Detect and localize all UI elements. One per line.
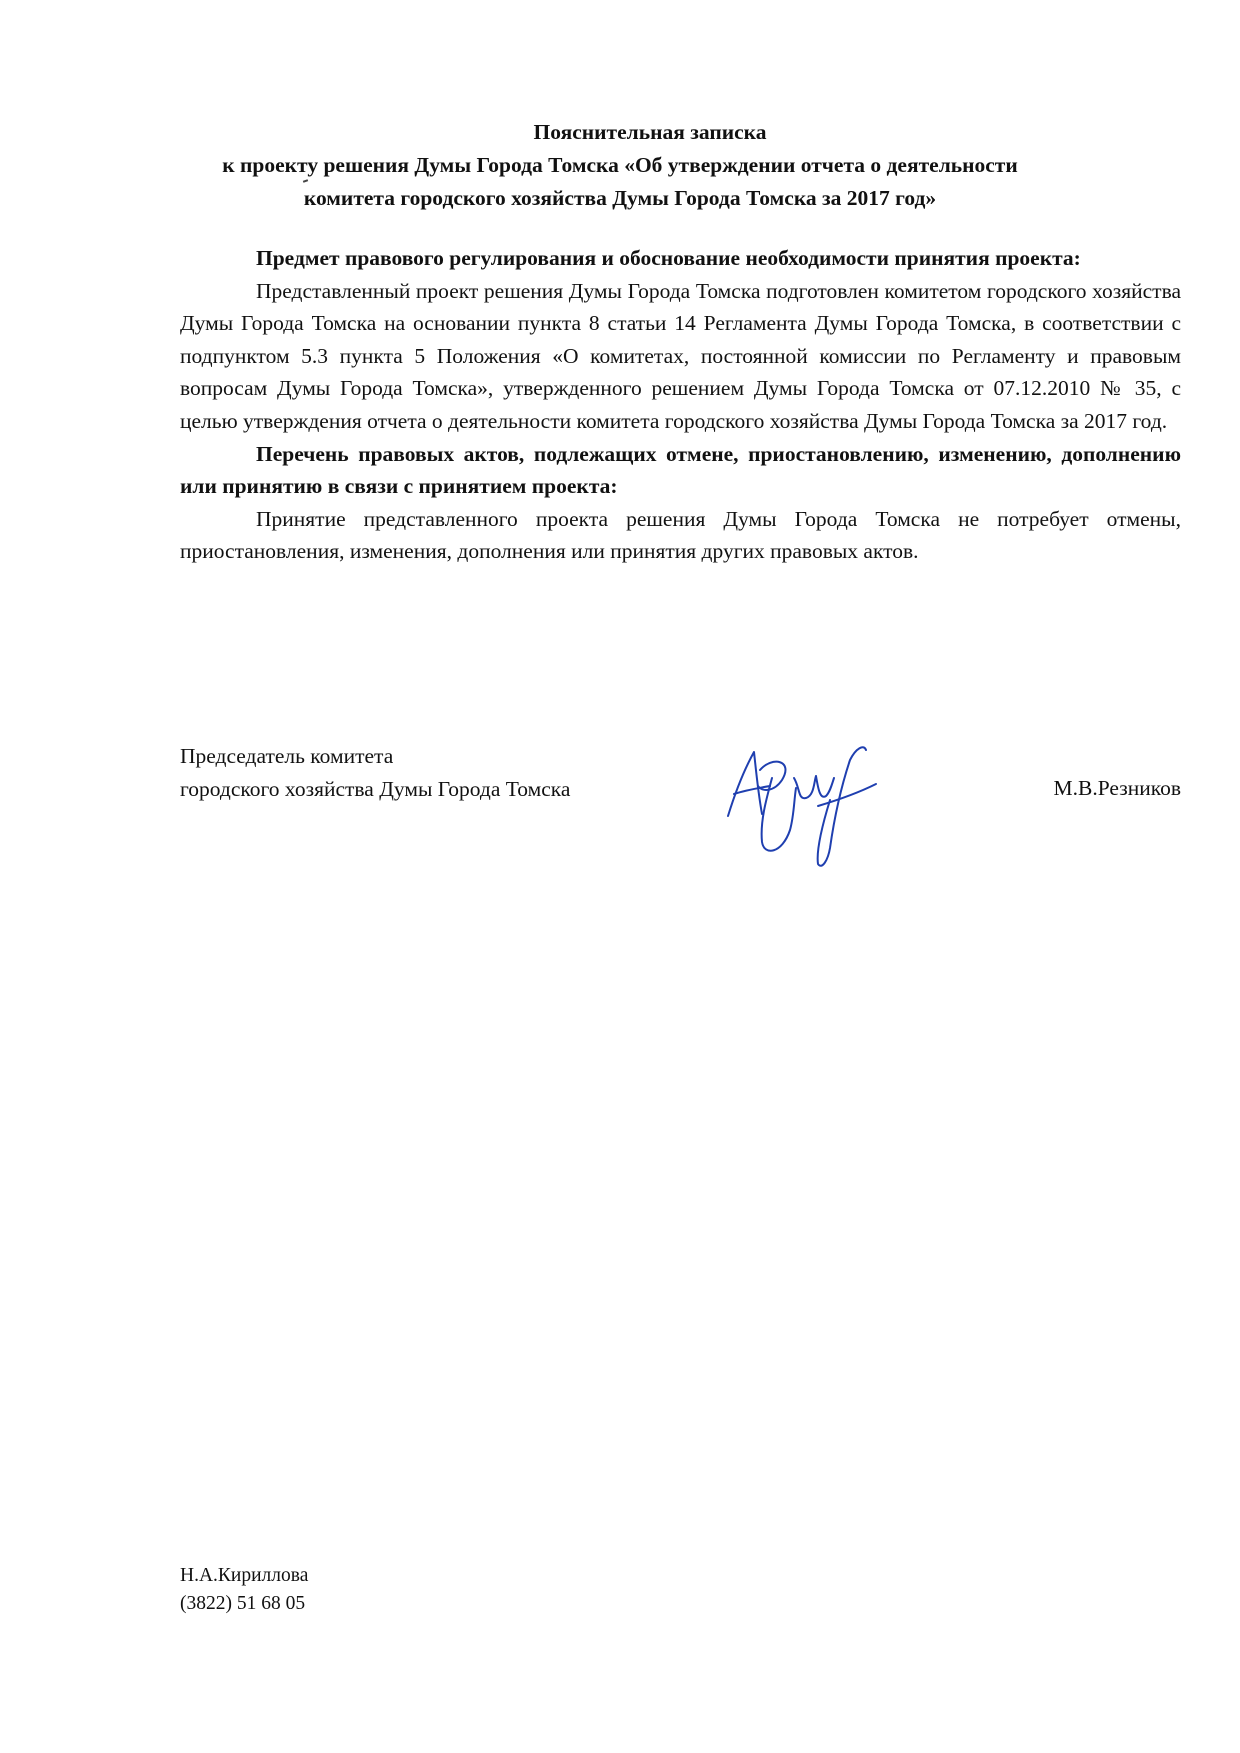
executor-info	[180, 1562, 308, 1618]
section-2-text: Принятие представленного проекта решения Думы Города Томска не потребует отмены, приостановления, изменения, дополнения или принятия других правовых актов.	[180, 506, 1181, 564]
document-body	[180, 242, 1181, 568]
signer-position-line-2: городского хозяйства Думы Города Томска	[180, 776, 571, 801]
handwritten-signature	[710, 730, 880, 870]
title-line-1: Пояснительная записка	[533, 120, 767, 144]
section-2-heading: Перечень правовых актов, подлежащих отмене, приостановлению, изменению, дополнению или принятию в связи с принятием проекта:	[180, 441, 1181, 499]
section-1-text: Представленный проект решения Думы Города Томска подготовлен комитетом городского хозяйства Думы Города Томска на основании пункта 8 статьи 14 Регламента Думы Города Томска, в соответствии с подпунктом 5.3 пункта 5 Положения «О комитетах, постоянной комиссии по Регламенту и правовым вопросам Думы Города Томска», утвержденного решением Думы Города Томска от 07.12.2010 № 35, с целью утверждения отчета о деятельности комитета городского хозяйства Думы Города Томска за 2017 год.	[180, 278, 1181, 433]
signer-position-line-1: Председатель комитета	[180, 744, 394, 768]
signer-name: М.В.Резников	[1053, 776, 1181, 800]
document-title	[180, 116, 1060, 215]
section-1-heading: Предмет правового регулирования и обоснование необходимости принятия проекта:	[256, 246, 1081, 270]
executor-phone: (3822) 51 68 05	[180, 1593, 306, 1614]
executor-name: Н.А.Кириллова	[180, 1565, 309, 1586]
title-line-3: комитета городского хозяйства Думы Города Томска за 2017 год»	[303, 186, 937, 210]
title-line-2: к проекту решения Думы Города Томска «Об утверждении отчета о деятельности	[222, 153, 1018, 177]
signature-strokes	[728, 747, 876, 866]
signer-position	[180, 740, 570, 805]
